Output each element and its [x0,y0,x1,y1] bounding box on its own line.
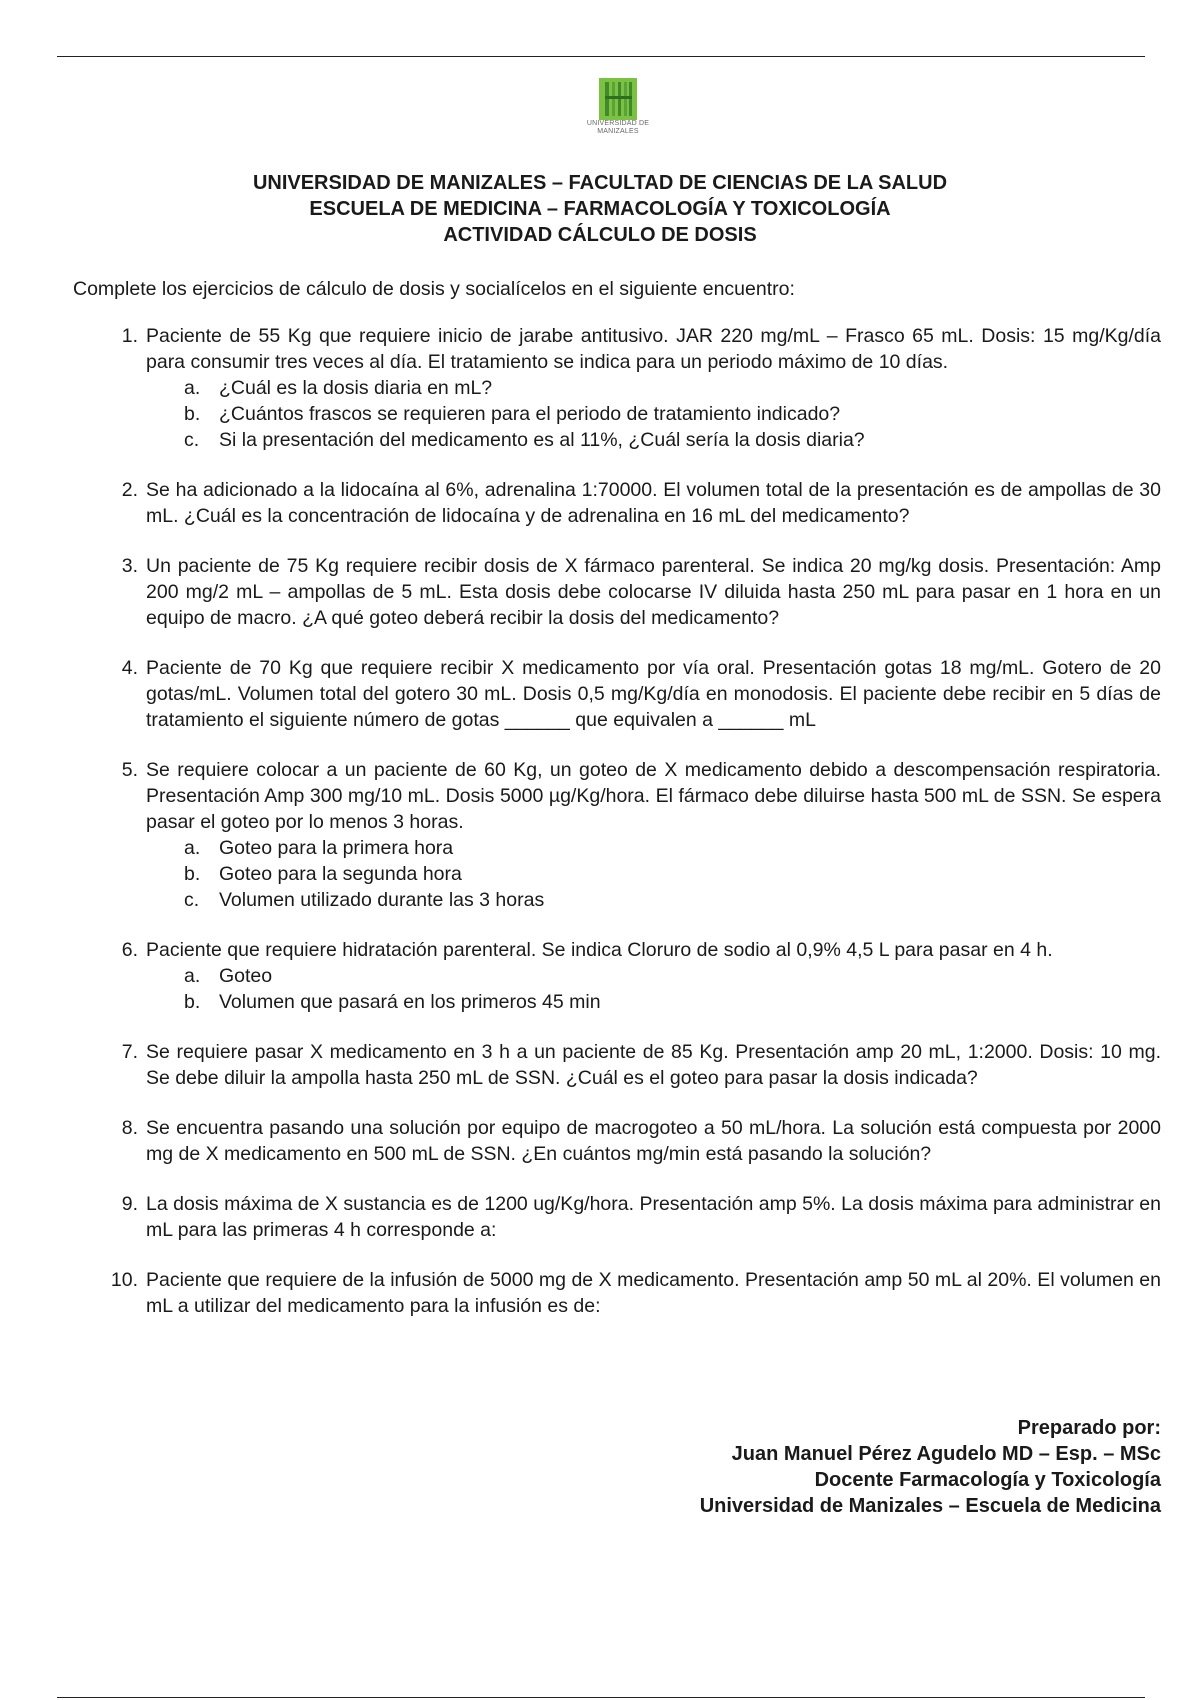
sub-question-text: Goteo para la primera hora [219,837,454,859]
sub-question-text: Si la presentación del medicamento es al 11%, ¿Cuál sería la dosis diaria? [219,429,865,451]
sub-question-letter: c. [184,889,200,911]
exercise-number: 3. [121,555,138,577]
exercise-number: 2. [121,479,138,501]
exercise-item [100,1039,1161,1091]
logo-emblem-icon [599,78,637,120]
exercise-item [100,1115,1161,1167]
sub-question-text: Goteo [219,965,273,987]
sub-question-text: Volumen que pasará en los primeros 45 min [219,991,601,1013]
exercise-item [100,937,1161,1015]
logo-text-line1: UNIVERSIDAD DE [586,120,650,127]
exercise-item [100,553,1161,631]
sub-question [146,401,1161,427]
sub-question-list [146,375,1161,453]
sub-question-text: Volumen utilizado durante las 3 horas [219,889,545,911]
exercise-text: Se ha adicionado a la lidocaína al 6%, adrenalina 1:70000. El volumen total de la presentación es de ampollas de 30 mL. ¿Cuál es la concentración de lidocaína y de adrenalina en 16 mL del medicamento? [146,479,1161,527]
sub-question-letter: a. [184,377,201,399]
exercise-text: Paciente que requiere hidratación parenteral. Se indica Cloruro de sodio al 0,9% 4,5 L para pasar en 4 h. [146,939,1053,961]
sub-question [146,963,1161,989]
exercise-text: Un paciente de 75 Kg requiere recibir dosis de X fármaco parenteral. Se indica 20 mg/kg dosis. Presentación: Amp 200 mg/2 mL – ampollas de 5 mL. Esta dosis debe colocarse IV diluida hasta 250 mL para pasar en 1 hora en un equipo de macro. ¿A qué goteo deberá recibir la dosis del medicamento? [146,555,1161,629]
exercise-number: 5. [121,759,138,781]
sub-question-letter: b. [184,863,201,885]
exercise-text: La dosis máxima de X sustancia es de 1200 ug/Kg/hora. Presentación amp 5%. La dosis máxima para administrar en mL para las primeras 4 h corresponde a: [146,1193,1161,1241]
exercise-text: Paciente de 55 Kg que requiere inicio de jarabe antitusivo. JAR 220 mg/mL – Frasco 65 mL. Dosis: 15 mg/Kg/día para consumir tres veces al día. El tratamiento se indica para un periodo máximo de 10 días. [146,325,1161,373]
bottom-rule [57,1697,1145,1698]
sub-question-list [146,963,1161,1015]
sub-question [146,427,1161,453]
exercise-item [100,757,1161,913]
exercise-item [100,655,1161,733]
exercise-number: 10. [110,1269,138,1291]
signature-prepared-by: Preparado por: [1017,1417,1161,1439]
sub-question-letter: b. [184,403,201,425]
exercise-text: Se requiere colocar a un paciente de 60 Kg, un goteo de X medicamento debido a descompensación respiratoria. Presentación Amp 300 mg/10 mL. Dosis 5000 µg/Kg/hora. El fármaco debe diluirse hasta 500 mL de SSN. Se espera pasar el goteo por lo menos 3 horas. [146,759,1161,833]
exercise-number: 4. [121,657,138,679]
top-rule [57,56,1145,57]
signature-block [700,1415,1161,1519]
sub-question-letter: c. [184,429,200,451]
sub-question [146,375,1161,401]
signature-role: Docente Farmacología y Toxicología [814,1469,1161,1491]
document-header [0,170,1200,248]
sub-question [146,989,1161,1015]
exercise-text: Paciente de 70 Kg que requiere recibir X medicamento por vía oral. Presentación gotas 18 mg/mL. Gotero de 20 gotas/mL. Volumen total del gotero 30 mL. Dosis 0,5 mg/Kg/día en monodosis. El paciente debe recibir en 5 días de tratamiento el siguiente número de gotas ______ que equivalen a ______ mL [146,657,1161,731]
exercise-number: 8. [121,1117,138,1139]
exercise-number: 7. [121,1041,138,1063]
exercise-number: 9. [121,1193,138,1215]
exercise-item [100,1191,1161,1243]
exercise-item [100,1267,1161,1319]
header-line-1: UNIVERSIDAD DE MANIZALES – FACULTAD DE CIENCIAS DE LA SALUD [252,172,948,194]
signature-author: Juan Manuel Pérez Agudelo MD – Esp. – MSc [731,1443,1161,1465]
exercise-item [100,477,1161,529]
exercise-text: Se requiere pasar X medicamento en 3 h a un paciente de 85 Kg. Presentación amp 20 mL, 1:2000. Dosis: 10 mg. Se debe diluir la ampolla hasta 250 mL de SSN. ¿Cuál es el goteo para pasar la dosis indicada? [146,1041,1161,1089]
exercise-number: 1. [121,325,138,347]
sub-question-text: ¿Cuál es la dosis diaria en mL? [219,377,493,399]
exercise-number: 6. [121,939,138,961]
university-logo [570,78,666,136]
sub-question [146,887,1161,913]
sub-question [146,835,1161,861]
sub-question-letter: a. [184,837,201,859]
exercise-list [100,323,1161,1343]
header-line-3: ACTIVIDAD CÁLCULO DE DOSIS [443,224,757,246]
sub-question-letter: a. [184,965,201,987]
signature-institution: Universidad de Manizales – Escuela de Medicina [699,1495,1161,1517]
sub-question [146,861,1161,887]
exercise-item [100,323,1161,453]
logo-text-line2: MANIZALES [597,128,639,135]
header-line-2: ESCUELA DE MEDICINA – FARMACOLOGÍA Y TOXICOLOGÍA [309,198,891,220]
sub-question-letter: b. [184,991,201,1013]
intro-text: Complete los ejercicios de cálculo de dosis y socialícelos en el siguiente encuentro: [73,278,795,300]
exercise-text: Se encuentra pasando una solución por equipo de macrogoteo a 50 mL/hora. La solución está compuesta por 2000 mg de X medicamento en 500 mL de SSN. ¿En cuántos mg/min está pasando la solución? [146,1117,1161,1165]
sub-question-text: ¿Cuántos frascos se requieren para el periodo de tratamiento indicado? [219,403,841,425]
exercise-text: Paciente que requiere de la infusión de 5000 mg de X medicamento. Presentación amp 50 mL al 20%. El volumen en mL a utilizar del medicamento para la infusión es de: [146,1269,1161,1317]
sub-question-text: Goteo para la segunda hora [219,863,462,885]
sub-question-list [146,835,1161,913]
